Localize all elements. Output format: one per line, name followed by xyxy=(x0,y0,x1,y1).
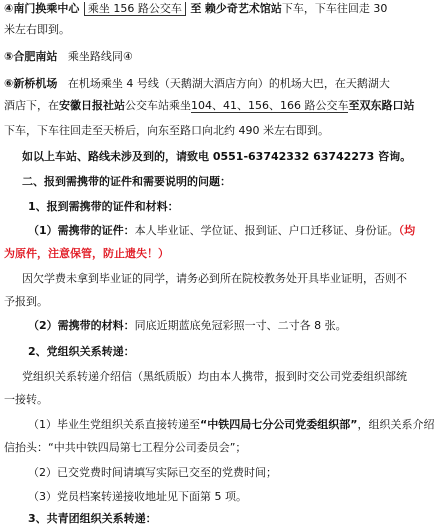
section-heading-2: 二、报到需携带的证件和需要说明的问题： xyxy=(22,175,231,188)
subheading-party-transfer: 2、党组织关系转递： xyxy=(28,345,135,358)
text: 酒店下，在 xyxy=(4,99,59,112)
party-transfer-text: 党组织关系转递介绍信（黑纸质版）均由本人携带，报到时交公司党委组织部统 xyxy=(22,370,407,383)
route-to: 至 xyxy=(190,2,202,15)
party-transfer-text-cont: 一接转。 xyxy=(4,393,48,406)
text: ，组织关系介绍 xyxy=(357,418,435,431)
route-desc: 在机场乘坐 4 号线（天鹅湖大酒店方向）的机场大巴，在天鹅湖大 xyxy=(67,77,390,90)
contact-note: 如以上车站、路线未涉及到的，请致电 0551-63742332 63742273 咨询。 xyxy=(22,150,412,163)
stop-name: 赖少奇艺术馆站 xyxy=(204,2,282,15)
documents-line xyxy=(28,224,442,238)
bus-routes: 104、41、156、166 路公交车 xyxy=(191,99,349,112)
materials-line xyxy=(28,319,442,333)
warning-text-cont: 为原件，注意保管，防止遗失！） xyxy=(4,247,169,260)
route-tail: 下车，下车往回走 30 xyxy=(281,2,388,15)
tuition-note-cont: 予报到。 xyxy=(4,295,48,308)
text: （1）毕业生党组织关系直接转递至 xyxy=(28,418,200,431)
route-line-airport xyxy=(4,77,442,91)
route-line-cont: 米左右即到。 xyxy=(4,23,70,36)
stop-name: 安徽日报社站 xyxy=(59,99,125,112)
subheading-documents: 1、报到需携带的证件和材料： xyxy=(28,200,179,213)
warning-text: （均 xyxy=(398,224,416,237)
documents-list: 本人毕业证、学位证、报到证、户口迁移证、身份证。 xyxy=(134,224,399,237)
tuition-note: 因欠学费未拿到毕业证的同学，请务必到所在院校教务处开具毕业证明，否则不 xyxy=(22,272,407,285)
route-number: ⑤合肥南站 xyxy=(4,50,58,63)
route-number: ④南门换乘中心 xyxy=(4,2,80,15)
route-line-hefei-south xyxy=(4,50,442,64)
item-label: （2）需携带的材料： xyxy=(28,319,135,332)
text: 公交车站乘坐 xyxy=(125,99,191,112)
subheading-league-transfer: 3、共青团组织关系转递： xyxy=(28,512,157,525)
materials-desc: 同底近期蓝底免冠彩照一寸、二寸各 8 张。 xyxy=(134,319,347,332)
org-name: “中铁四局七分公司党委组织部” xyxy=(200,418,358,431)
route-line-airport-end: 下车，下车往回走至天桥后，向东至路口向北约 490 米左右即到。 xyxy=(4,124,329,137)
bus-route-box: 乘坐 156 路公交车 xyxy=(84,2,186,16)
party-item-2: （2）已交党费时间请填写实际已交至的党费时间； xyxy=(28,466,277,479)
route-line-airport-cont xyxy=(4,99,442,113)
route-number: ⑥新桥机场 xyxy=(4,77,58,90)
party-item-3: （3）党员档案转递接收地址见下面第 5 项。 xyxy=(28,490,247,503)
party-item-1-cont: 信抬头：“中共中铁四局第七工程分公司委员会”； xyxy=(4,441,247,454)
party-item-1 xyxy=(28,418,442,432)
stop-name: 双东路口站 xyxy=(359,99,415,112)
item-label: （1）需携带的证件： xyxy=(28,224,135,237)
route-desc: 乘坐路线同④ xyxy=(67,50,133,63)
route-to: 至 xyxy=(348,99,360,112)
route-line-south-gate xyxy=(4,2,442,16)
